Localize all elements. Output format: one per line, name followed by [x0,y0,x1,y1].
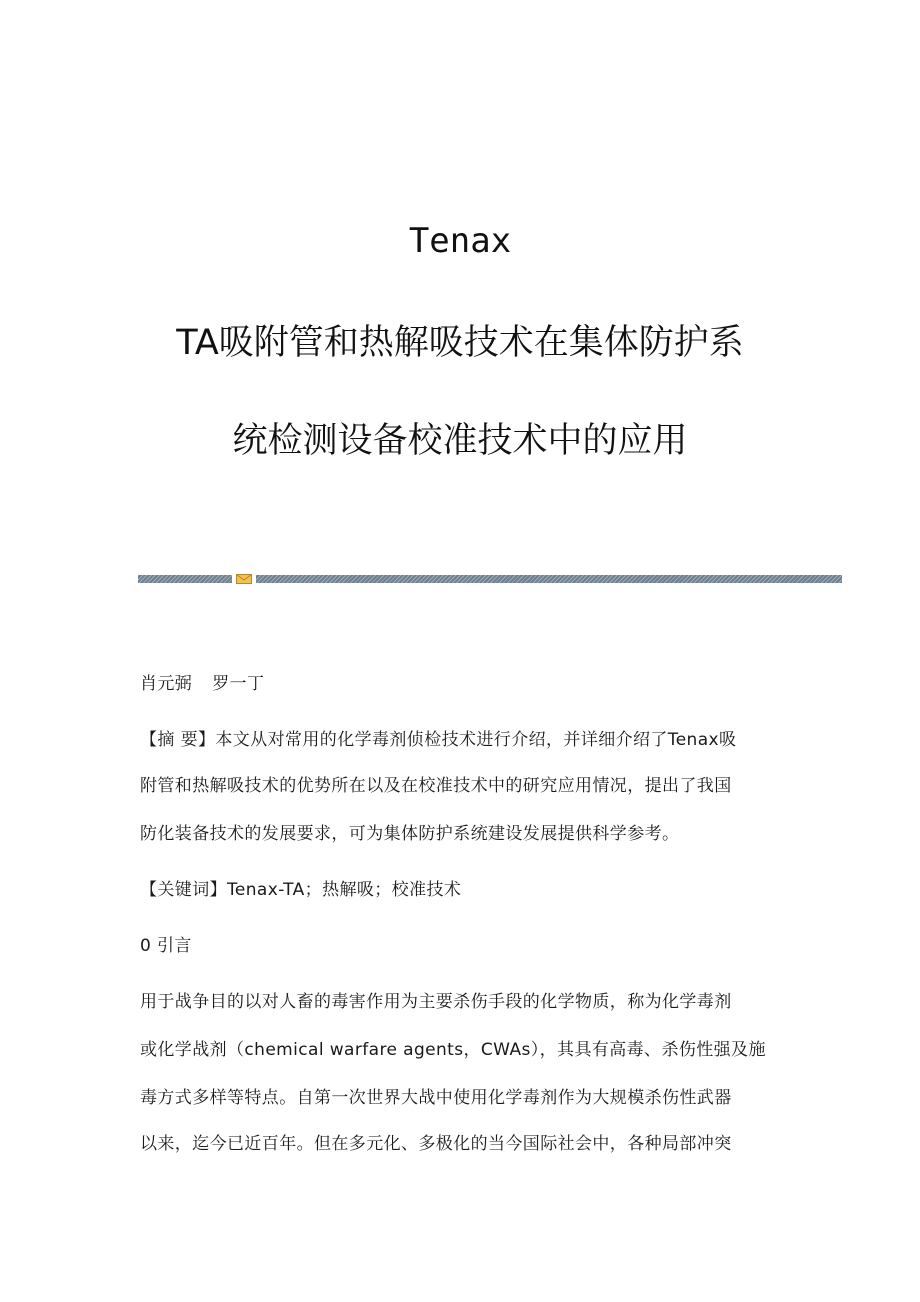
body-line: 或化学战剂（chemical warfare agents，CWAs），其具有高毒、杀伤性强及施 [140,1040,766,1060]
divider-bar-left [138,575,232,583]
authors [140,676,264,693]
document-title-line-1: Tenax [408,221,512,261]
author-name: 罗一丁 [212,674,265,694]
envelope-icon [236,574,252,584]
body-line: 以来，迄今已近百年。但在多元化、多极化的当今国际社会中，各种局部冲突 [140,1134,732,1154]
abstract-line: 【摘 要】本文从对常用的化学毒剂侦检技术进行介绍，并详细介绍了Tenax吸 [140,730,737,750]
section-heading-introduction: 0 引言 [140,936,192,956]
author-name: 肖元弼 [140,674,193,694]
keywords: 【关键词】Tenax-TA；热解吸；校准技术 [140,880,462,900]
divider-bar-right [256,575,842,583]
body-line: 毒方式多样等特点。自第一次世界大战中使用化学毒剂作为大规模杀伤性武器 [140,1088,732,1108]
abstract-line: 防化装备技术的发展要求，可为集体防护系统建设发展提供科学参考。 [140,824,680,844]
title-divider [138,574,842,584]
body-line: 用于战争目的以对人畜的毒害作用为主要杀伤手段的化学物质，称为化学毒剂 [140,992,732,1012]
document-title-line-2: TA吸附管和热解吸技术在集体防护系 [176,323,744,363]
document-title-line-3: 统检测设备校准技术中的应用 [232,421,688,461]
abstract-line: 附管和热解吸技术的优势所在以及在校准技术中的研究应用情况，提出了我国 [140,776,732,796]
